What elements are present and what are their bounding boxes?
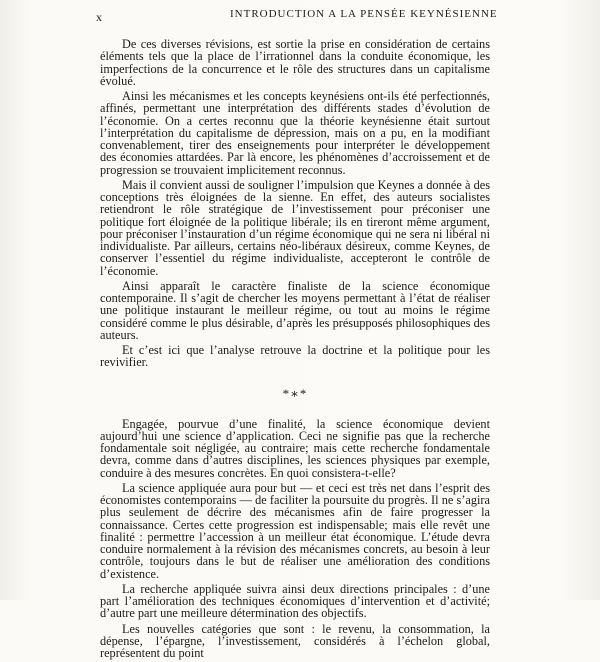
paragraph: La science appliquée aura pour but — et ceci est très net dans l’esprit des économistes contemporains — de faciliter la poursuite du progrès. Il ne s’agira plus seulement de décrire des mécanismes afin de faire progresser la connaissance. Certes cette progression est indispensable; mais elle revêt une finalité : permettre l’accession à un meilleur état économique. L’étude devra conduire normalement à la révision des mécanismes concrets, au besoin à leur contrôle, toujours dans le but de réaliser une amélioration des conditions d’existence.	[100, 480, 490, 581]
section-separator: *∗*	[282, 385, 308, 401]
paragraph: Engagée, pourvue d’une finalité, la science économique devient aujourd’hui une science d’application. Ceci ne signifie pas que la recherche fondamentale soit négligée, au contraire; mais cette recherche fondamentale devra, comme dans d’autres disciplines, les sciences physiques par exemple, conduire à des mesures concrètes. En quoi consistera-t-elle?	[100, 416, 490, 480]
paragraph: Ainsi les mécanismes et les concepts keynésiens ont-ils été perfectionnés, affinés, permettant une interprétation des différents stades d’évolution de l’économie. On a certes reconnu que la théorie keynésienne était surtout l’interprétation du capitalisme de dépression, mais on a pu, en la modifiant convenablement, tirer des enseignements pour interpréter le développement des économies attardées. Par là encore, les phénomènes d’accroissement et de progression se trouvaient implicitement reconnus.	[100, 89, 490, 177]
paragraph: De ces diverses révisions, est sortie la prise en considération de certains éléments tels que la place de l’irrationnel dans la conduite économique, les imperfections de la concurrence et le rôle des structures dans un capitalisme évolué.	[100, 37, 490, 88]
paragraph: Les nouvelles catégories que sont : le revenu, la consommation, la dépense, l’épargne, l’investissement, considérés à l’échelon global, représentent du point	[100, 621, 490, 660]
paragraph: Ainsi apparaît le caractère finaliste de la science économique contemporaine. Il s’agit de chercher les moyens permettant à l’état de réaliser une politique instaurant le meilleur régime, ou tout au moins le régime considéré comme le plus désirable, d’après les présupposés philosophiques des auteurs.	[100, 278, 490, 342]
paragraph: La recherche appliquée suivra ainsi deux directions principales : d’une part l’amélioration des techniques économiques d’intervention et d’activité; d’autre part une meilleure détermination des objectifs.	[100, 581, 490, 621]
paragraph: Et c’est ici que l’analyse retrouve la doctrine et la politique pour les revivifier.	[100, 343, 490, 370]
paragraph: Mais il convient aussi de souligner l’impulsion que Keynes a donnée à des conceptions très éloignées de la sienne. En effet, des auteurs socialistes retiendront le rôle stratégique de l’investissement pour préconiser une politique fort éloignée de la politique libérale; ils en tireront même argument, pour préconiser l’instauration d’un régime économique qui ne sera ni libéral ni individualiste. Par ailleurs, certains néo-libéraux désireux, comme Keynes, de conserver l’essentiel du régime individualiste, accepteront le contrôle de l’économie.	[100, 177, 490, 278]
page-header	[0, 6, 600, 26]
running-title: INTRODUCTION A LA PENSÉE KEYNÉSIENNE	[230, 8, 498, 20]
page-number: x	[96, 10, 103, 24]
body-text	[100, 38, 490, 662]
